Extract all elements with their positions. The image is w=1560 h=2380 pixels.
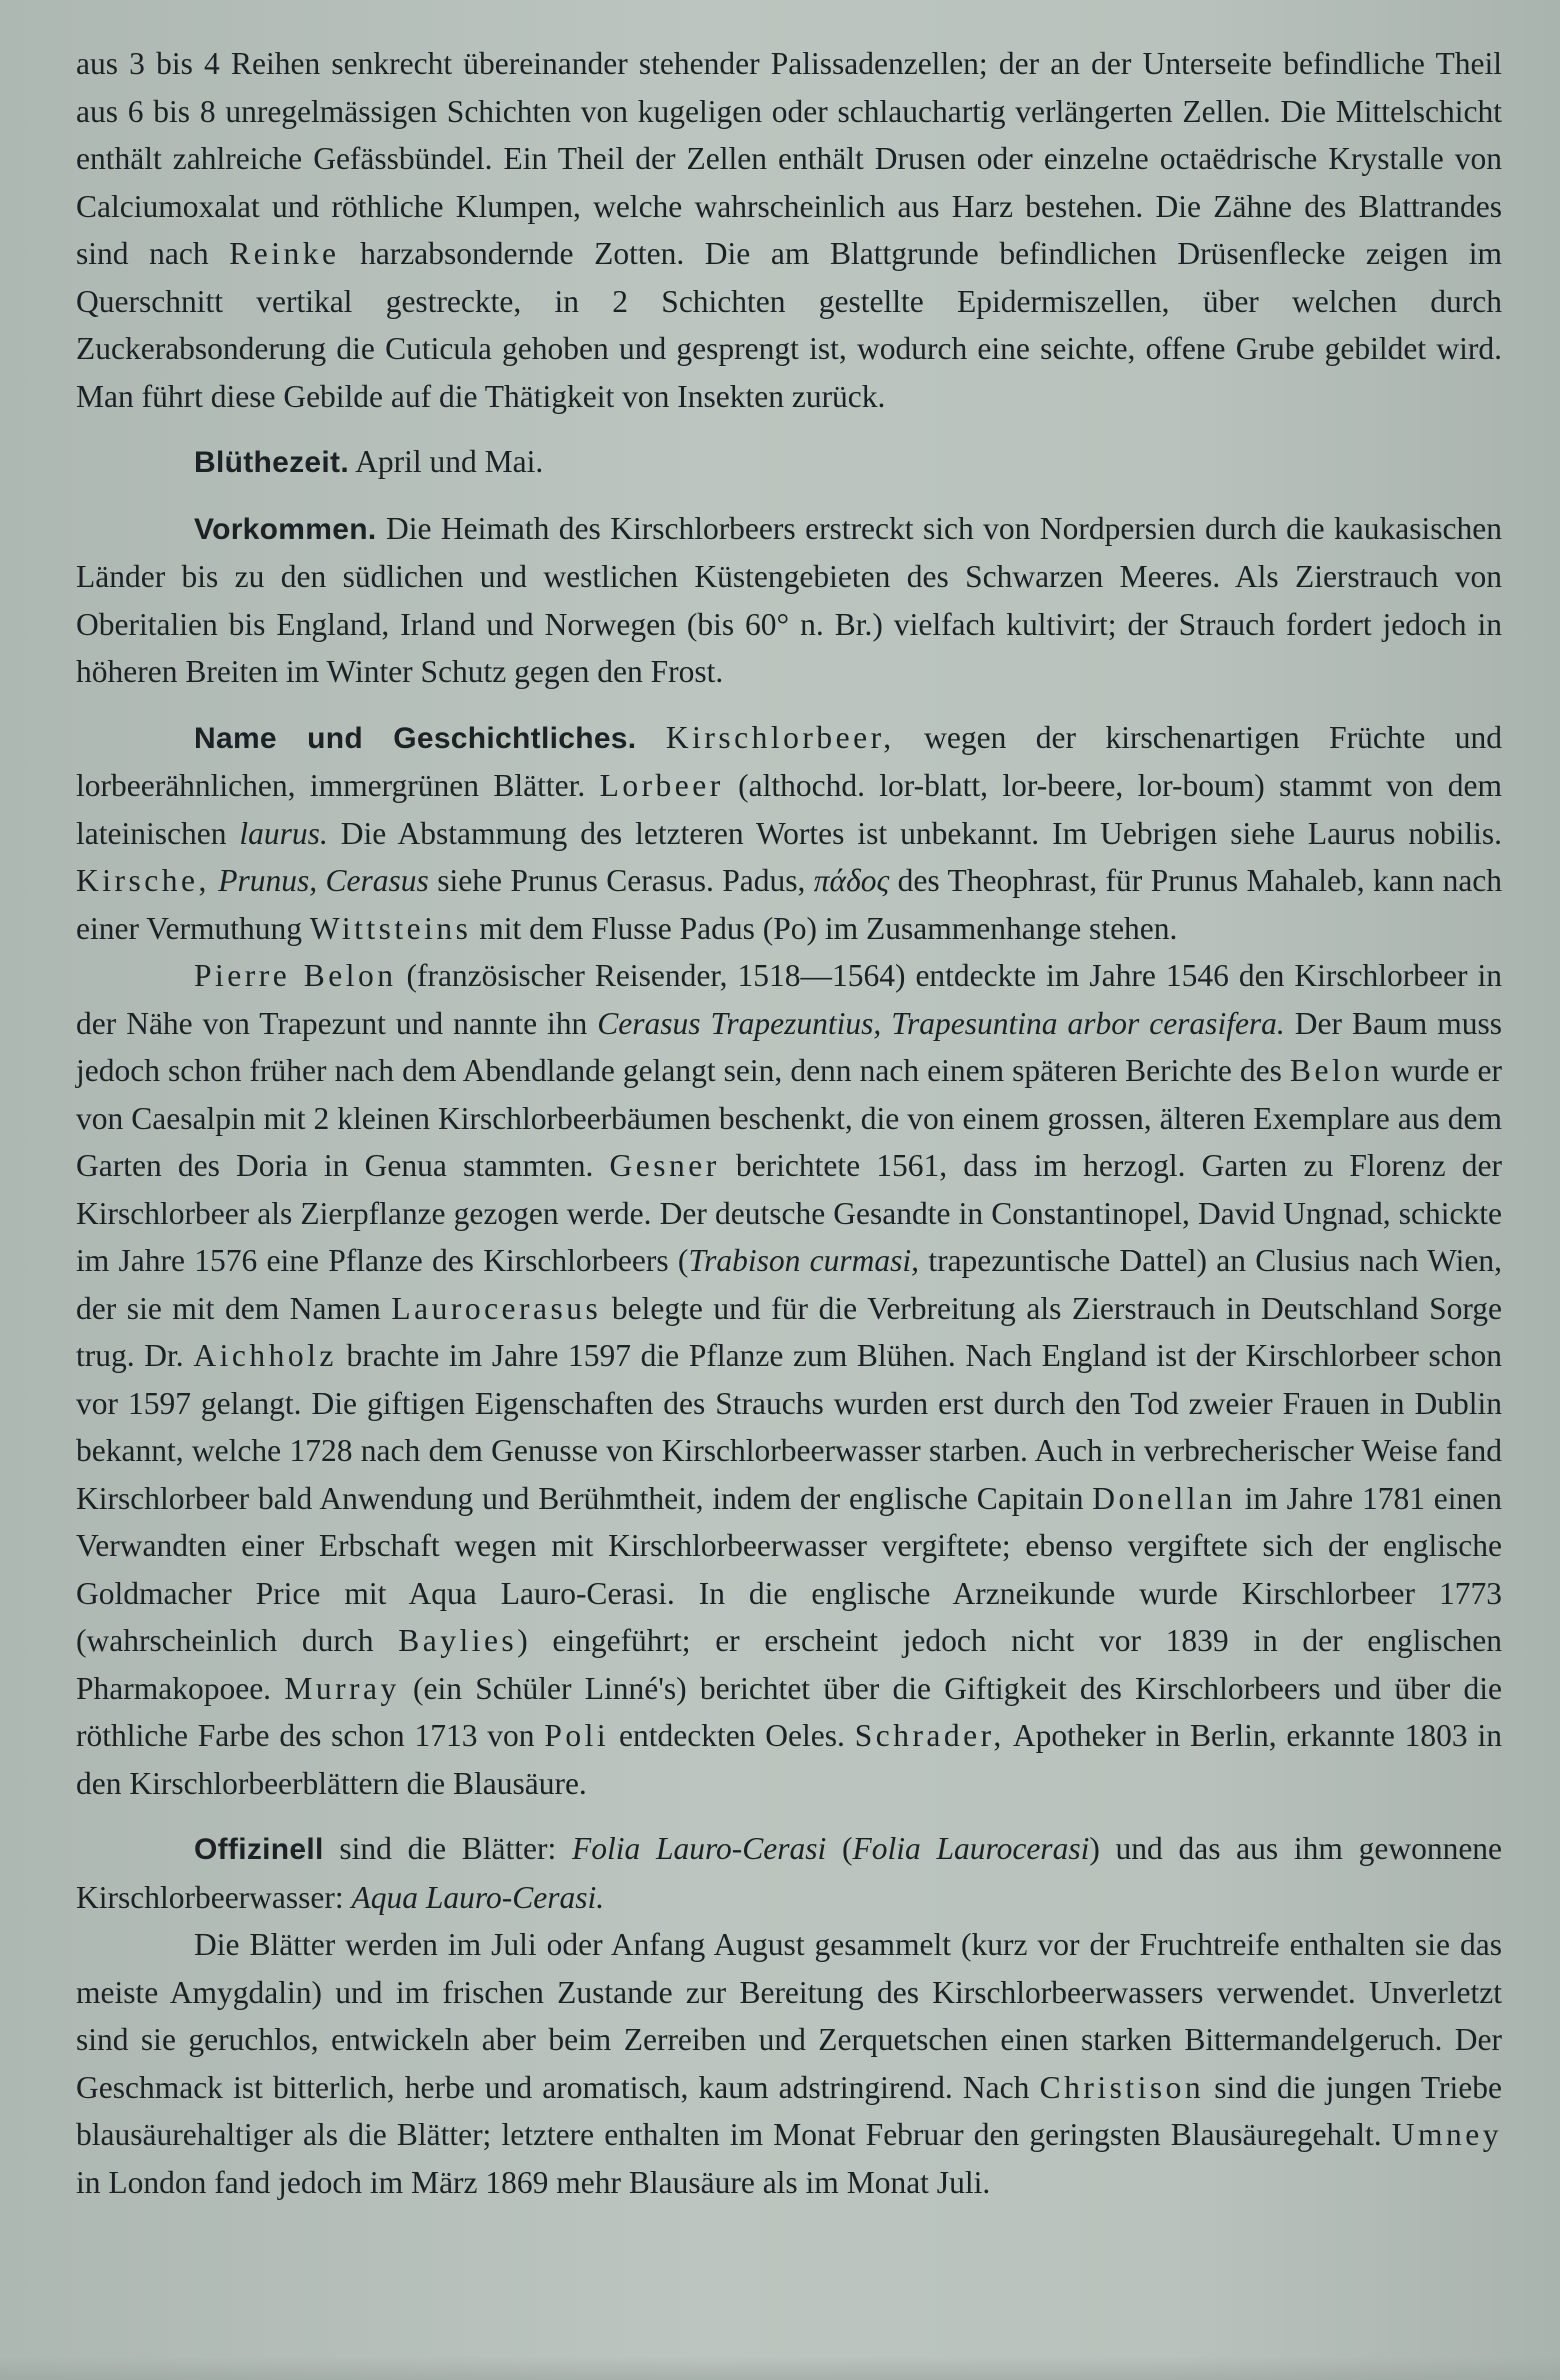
paragraph-anatomy: aus 3 bis 4 Reihen senkrecht übereinander stehender Palissadenzellen; der an der Unterseite befindliche Theil aus 6 bis 8 unregelmässigen Schichten von kugeligen oder schlauchartig verlängerten Zellen. Die Mittelschicht enthält zahlreiche Gefässbündel. Ein Theil der Zellen enthält Drusen oder einzelne octaëdrische Krystalle von Calciumoxalat und röthliche Klumpen, welche wahrscheinlich aus Harz bestehen. Die Zähne des Blattrandes sind nach Reinke harzabsondernde Zotten. Die am Blattgrunde befindlichen Drüsenflecke zeigen im Querschnitt vertikal gestreckte, in 2 Schichten gestellte Epidermiszellen, über welchen durch Zuckerabsonderung die Cuticula gehoben und gesprengt ist, wodurch eine seichte, offene Grube gebildet wird. Man führt diese Gebilde auf die Thätigkeit von Insekten zurück. [76, 46, 1502, 414]
paragraph-offizinell: Offizinell sind die Blätter: Folia Lauro-Cerasi (Folia Laurocerasi) und das aus ihm gewonnene Kirschlorbeerwasser: Aqua Lauro-Cerasi. [76, 1831, 1503, 1915]
paragraph-name-geschichtliches: Name und Geschichtliches. Kirschlorbeer, wegen der kirschenartigen Früchte und lorbeerähnlichen, immergrünen Blätter. Lorbeer (althochd. lor-blatt, lor-beere, lor-boum) stammt von dem lateinischen laurus. Die Abstammung des letzteren Wortes ist unbekannt. Im Uebrigen siehe Laurus nobilis. Kirsche, Prunus, Cerasus siehe Prunus Cerasus. Padus, πάδος des Theophrast, für Prunus Mahaleb, kann nach einer Vermuthung Wittsteins mit dem Flusse Padus (Po) im Zusammenhange stehen. [76, 719, 1503, 946]
paragraph-vorkommen: Vorkommen. Die Heimath des Kirschlorbeers erstreckt sich von Nordpersien durch die kaukasischen Länder bis zu den südlichen und westlichen Küstengebieten des Schwarzen Meeres. Als Zierstrauch von Oberitalien bis England, Irland und Norwegen (bis 60° n. Br.) vielfach kultivirt; der Strauch fordert jedoch in höheren Breiten im Winter Schutz gegen den Frost. [76, 510, 1502, 689]
paragraph-belon-history: Pierre Belon (französischer Reisender, 1518—1564) entdeckte im Jahre 1546 den Kirschlorbeer in der Nähe von Trapezunt und nannte ihn Cerasus Trapezuntius, Trapesuntina arbor cerasifera. Der Baum muss jedoch schon früher nach dem Abendlande gelangt sein, denn nach einem späteren Berichte des Belon wurde er von Caesalpin mit 2 kleinen Kirschlorbeerbäumen beschenkt, die von einem grossen, älteren Exemplare aus dem Garten des Doria in Genua stammten. Gesner berichtete 1561, dass im herzogl. Garten zu Florenz der Kirschlorbeer als Zierpflanze gezogen werde. Der deutsche Gesandte in Constantinopel, David Ungnad, schickte im Jahre 1576 eine Pflanze des Kirschlorbeers (Trabison curmasi, trapezuntische Dattel) an Clusius nach Wien, der sie mit dem Namen Laurocerasus belegte und für die Verbreitung als Zierstrauch in Deutschland Sorge trug. Dr. Aichholz brachte im Jahre 1597 die Pflanze zum Blühen. Nach England ist der Kirschlorbeer schon vor 1597 gelangt. Die giftigen Eigenschaften des Strauchs wurden erst durch den Tod zweier Frauen in Dublin bekannt, welche 1728 nach dem Genusse von Kirschlorbeerwasser starben. Auch in verbrecherischer Weise fand Kirschlorbeer bald Anwendung und Berühmtheit, indem der englische Capitain Donellan im Jahre 1781 einen Verwandten einer Erbschaft wegen mit Kirschlorbeerwasser vergiftete; ebenso vergiftete sich der englische Goldmacher Price mit Aqua Lauro-Cerasi. In die englische Arzneikunde wurde Kirschlorbeer 1773 (wahrscheinlich durch Baylies) eingeführt; er erscheint jedoch nicht vor 1839 in der englischen Pharmakopoee. Murray (ein Schüler Linné's) berichtet über die Giftigkeit des Kirschlorbeers und über die röthliche Farbe des schon 1713 von Poli entdeckten Oeles. Schrader, Apotheker in Berlin, erkannte 1803 in den Kirschlorbeerblättern die Blausäure. [76, 958, 1503, 1801]
author-name: Reinke [229, 236, 340, 271]
section-heading: Vorkommen. [194, 512, 377, 546]
page-bottom-shadow [0, 2356, 1560, 2380]
section-heading: Offizinell [194, 1833, 324, 1866]
paragraph-blaetter: Die Blätter werden im Juli oder Anfang August gesammelt (kurz vor der Fruchtreife enthalten sie das meiste Amygdalin) und im frischen Zustande zur Bereitung des Kirschlorbeerwassers verwendet. Unverletzt sind sie geruchlos, entwickeln aber beim Zerreiben und Zerquetschen einen starken Bittermandelgeruch. Der Geschmack ist bitterlich, herbe und aromatisch, kaum adstringirend. Nach Christison sind die jungen Triebe blausäurehaltiger als die Blätter; letztere enthalten im Monat Februar den geringsten Blausäuregehalt. Umney in London fand jedoch im März 1869 mehr Blausäure als im Monat Juli. [76, 1927, 1503, 2200]
section-heading: Blüthezeit. [194, 446, 349, 479]
paragraph-bluethezeit: Blüthezeit. April und Mai. [194, 444, 544, 479]
section-heading: Name und Geschichtliches. [194, 721, 637, 755]
